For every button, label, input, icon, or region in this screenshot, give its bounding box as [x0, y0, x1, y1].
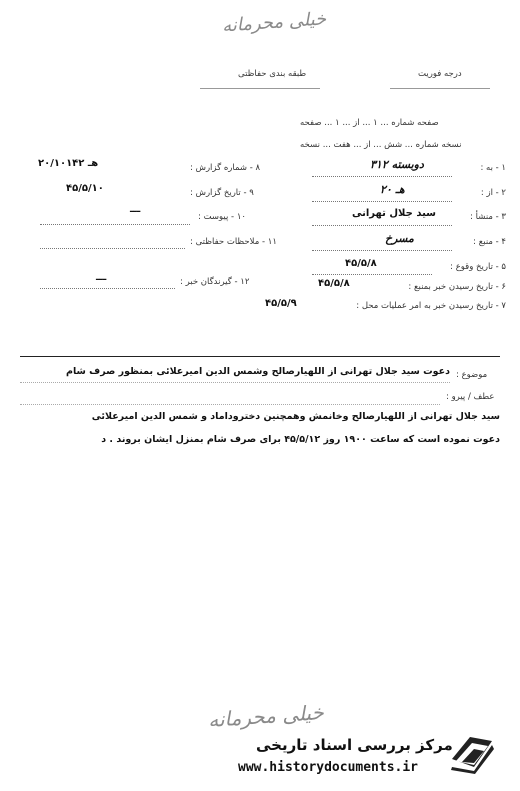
field-label-source: ۴ - منبع :: [473, 237, 506, 247]
field-dots-attachment: [40, 224, 190, 225]
field-value-occurrence-date: ۴۵/۵/۸: [345, 258, 377, 269]
field-label-occurrence-date: ۵ - تاریخ وقوع :: [450, 262, 506, 272]
section-divider: [20, 356, 500, 357]
field-label-security-notes: ۱۱ - ملاحظات حفاظتی :: [190, 237, 277, 247]
field-dots-security-notes: [40, 248, 185, 249]
field-label-from: ۲ - از :: [480, 188, 506, 198]
field-dots-from: [312, 201, 452, 202]
field-label-report-number: ۸ - شماره گزارش :: [190, 163, 261, 173]
field-dots-occurrence-date: [312, 274, 432, 275]
field-label-recipients: ۱۲ - گیرندگان خبر :: [180, 277, 250, 287]
field-value-news-to-ops-date: ۴۵/۵/۹: [265, 298, 297, 309]
field-dots-recipients: [40, 288, 175, 289]
field-value-from: ۲۰ هـ: [380, 183, 405, 196]
archive-logo-icon: [448, 731, 496, 775]
field-value-recipients: ـــ: [96, 272, 107, 283]
page-number-line: صفحه شماره ... ۱ ... از ... ۱ ... صفحه: [300, 118, 439, 128]
field-value-news-to-source-date: ۴۵/۵/۸: [318, 278, 350, 289]
field-dots-to: [312, 176, 452, 177]
field-dots-origin: [312, 225, 452, 226]
copy-number-line: نسخه شماره ... شش ... از ... هفت ... نسخه: [300, 140, 462, 150]
field-value-source: مسرخ: [385, 232, 414, 245]
priority-label: درجه فوریت: [418, 69, 462, 79]
org-name: مرکز بررسی اسناد تاریخی: [256, 736, 453, 754]
reference-label: عطف / پیرو :: [446, 392, 495, 402]
top-classification-stamp: خیلی محرمانه: [221, 8, 327, 37]
classification-divider: [200, 88, 320, 89]
field-value-origin: سید جلال تهرانی: [352, 208, 437, 219]
body-line: سید جلال تهرانی از اللهیارصالح وخانمش وهمچنین دختروداماد و شمس الدین امیرعلائی: [91, 411, 500, 422]
field-value-report-date: ۴۵/۵/۱۰: [66, 183, 104, 194]
classification-label: طبقه بندی حفاظتی: [238, 69, 307, 79]
field-label-news-to-source-date: ۶ - تاریخ رسیدن خبر بمنبع :: [408, 282, 506, 292]
body-line: دعوت نموده است که ساعت ۱۹۰۰ روز ۴۵/۵/۱۲ برای صرف شام بمنزل ایشان بروند . د: [101, 434, 500, 445]
field-label-to: ۱ - به :: [480, 163, 506, 173]
field-label-report-date: ۹ - تاریخ گزارش :: [190, 188, 254, 198]
field-dots-source: [312, 250, 452, 251]
website-url: www.historydocuments.ir: [238, 760, 419, 775]
bottom-classification-stamp: خیلی محرمانه: [207, 699, 325, 733]
subject-dots: [20, 382, 450, 383]
field-label-news-to-ops-date: ۷ - تاریخ رسیدن خبر به امر عملیات محل :: [356, 301, 506, 311]
field-value-attachment: ـــ: [130, 204, 141, 215]
field-value-to: ۳۱۲ دوبسته: [370, 158, 424, 171]
field-label-attachment: ۱۰ - پیوست :: [198, 212, 246, 222]
subject-value: دعوت سید جلال تهرانی از اللهیارصالح وشمس الدین امیرعلائی بمنظور صرف شام: [66, 366, 450, 377]
priority-divider: [390, 88, 490, 89]
field-label-origin: ۳ - منشأ :: [470, 212, 506, 222]
subject-label: موضوع :: [456, 370, 488, 380]
field-value-report-number: ۲۰/۱۰۱۴۲ هـ: [38, 158, 99, 169]
reference-dots: [20, 404, 440, 405]
